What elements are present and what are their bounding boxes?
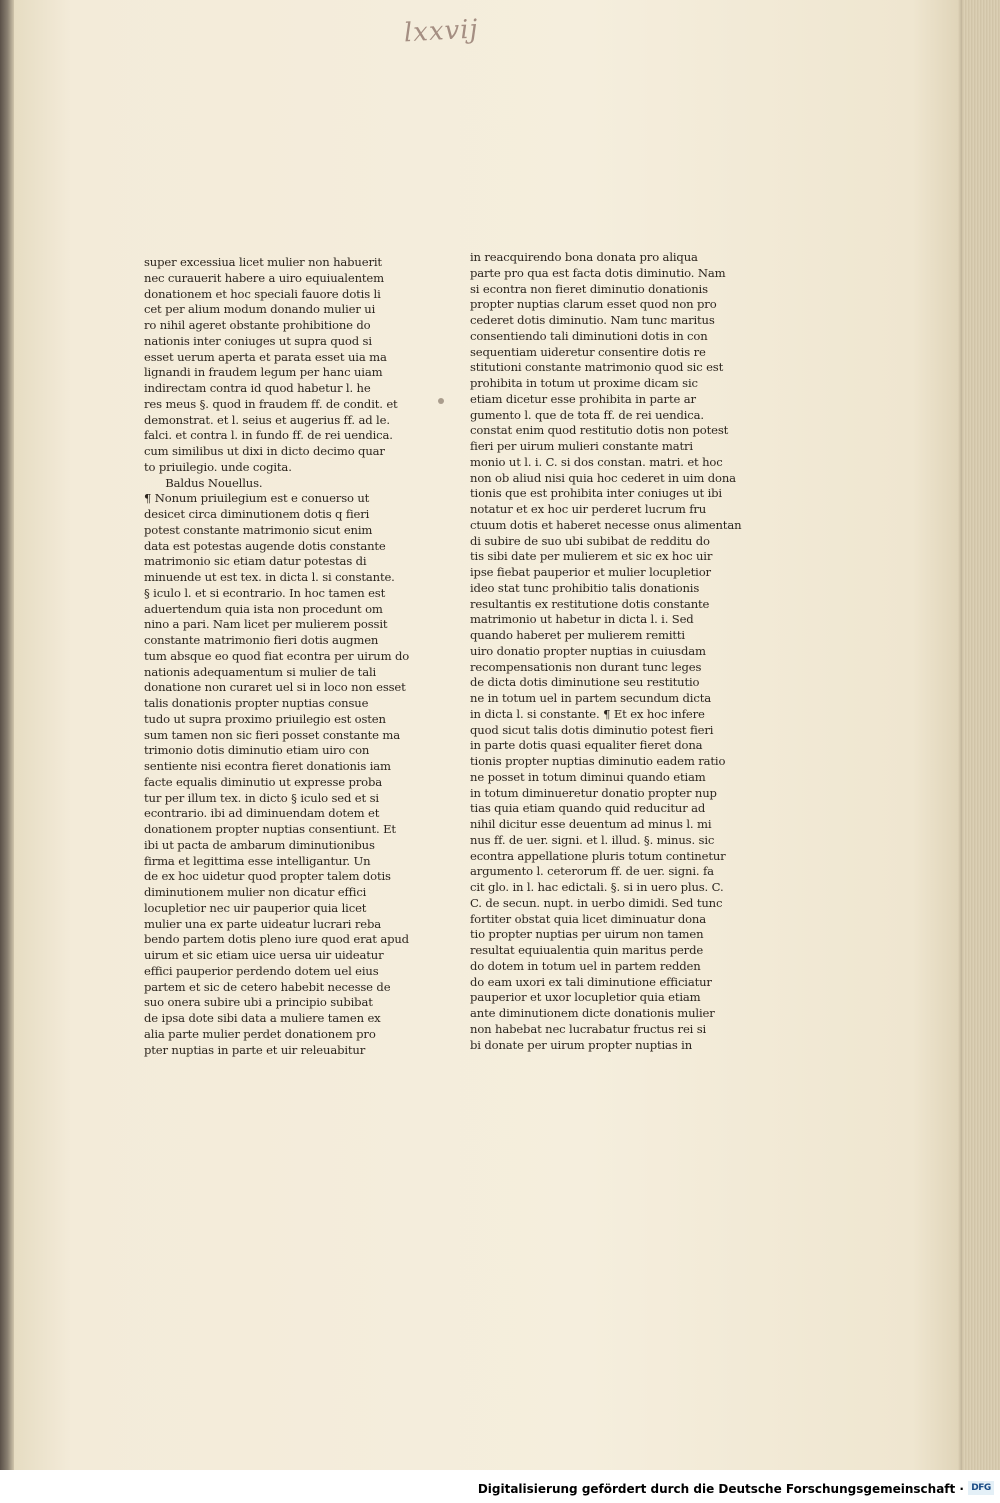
right-column-line: tio propter nuptias per uirum non tamen bbox=[470, 927, 704, 942]
right-column-line: ideo stat tunc prohibitio talis donationis bbox=[470, 580, 700, 595]
right-column-line: tionis que est prohibita inter coniuges ut ibi bbox=[470, 486, 722, 501]
right-column-line: in parte dotis quasi equaliter fieret dona bbox=[470, 738, 703, 753]
right-column-line: di subire de suo ubi subibat de redditu do bbox=[470, 533, 710, 548]
left-column-line: minuende ut est tex. in dicta l. si constante. bbox=[144, 570, 395, 584]
right-column-line: ipse fiebat pauperior et mulier locupletior bbox=[470, 565, 711, 579]
left-column-line: nationis inter coniuges ut supra quod si bbox=[144, 333, 372, 348]
right-column-line: propter nuptias clarum esset quod non pro bbox=[470, 297, 717, 312]
text-column-left bbox=[144, 255, 410, 1057]
right-column-line: tias quia etiam quando quid reducitur ad bbox=[470, 801, 706, 816]
left-column-line: super excessiua licet mulier non habuerit bbox=[144, 255, 382, 269]
dfg-logo: DFG bbox=[968, 1481, 994, 1495]
right-column-line: resultat equiualentia quin maritus perde bbox=[470, 943, 704, 957]
left-column-line: bendo partem dotis pleno iure quod erat apud bbox=[144, 932, 409, 947]
left-column-line: cum similibus ut dixi in dicto decimo quar bbox=[144, 444, 385, 458]
right-column-line: cit glo. in l. hac edictali. §. si in uero plus. C. bbox=[470, 880, 724, 894]
left-column-line: constante matrimonio fieri dotis augmen bbox=[144, 633, 379, 647]
right-column-line: prohibita in totum ut proxime dicam sic bbox=[470, 376, 698, 390]
left-column-line: econtrario. ibi ad diminuendam dotem et bbox=[144, 806, 380, 821]
right-column-line: ctuum dotis et haberet necesse onus alimentan bbox=[470, 517, 742, 532]
right-column-line: in totum diminueretur donatio propter nup bbox=[470, 785, 717, 800]
right-column-line: nus ff. de uer. signi. et l. illud. §. minus. sic bbox=[470, 832, 715, 847]
right-column-line: consentiendo tali diminutioni dotis in con bbox=[470, 328, 708, 343]
ink-blot bbox=[438, 398, 444, 404]
left-column-line: Baldus Nouellus. bbox=[144, 475, 263, 490]
right-column-line: argumento l. ceterorum ff. de uer. signi. fa bbox=[470, 864, 714, 879]
left-column-line: res meus §. quod in fraudem ff. de condit. et bbox=[144, 396, 398, 411]
left-column-line: falci. et contra l. in fundo ff. de rei uendica. bbox=[144, 428, 393, 443]
left-column-line: sentiente nisi econtra fieret donationis iam bbox=[144, 759, 391, 773]
book-spine-edge bbox=[0, 0, 14, 1470]
right-column-line: constat enim quod restitutio dotis non potest bbox=[470, 423, 729, 438]
right-column-line: stitutioni constante matrimonio quod sic est bbox=[470, 360, 724, 375]
right-column-line: matrimonio ut habetur in dicta l. i. Sed bbox=[470, 612, 694, 627]
left-column-line: effici pauperior perdendo dotem uel eius bbox=[144, 963, 379, 978]
right-column-line: etiam dicetur esse prohibita in parte ar bbox=[470, 391, 696, 406]
left-column-line: partem et sic de cetero habebit necesse de bbox=[144, 979, 391, 994]
right-column-line: si econtra non fieret diminutio donationis bbox=[470, 281, 708, 296]
left-column-line: tur per illum tex. in dicto § iculo sed et si bbox=[144, 790, 379, 805]
right-column-line: do dotem in totum uel in partem redden bbox=[470, 958, 701, 973]
left-column-line: indirectam contra id quod habetur l. he bbox=[144, 381, 371, 395]
right-column-line: tis sibi date per mulierem et sic ex hoc uir bbox=[470, 549, 713, 564]
left-column-line: alia parte mulier perdet donationem pro bbox=[144, 1026, 376, 1041]
right-column-line: bi donate per uirum propter nuptias in bbox=[470, 1037, 693, 1052]
right-column-line: tionis propter nuptias diminutio eadem ratio bbox=[470, 754, 726, 768]
text-column-right bbox=[470, 250, 742, 1052]
left-column-line: ibi ut pacta de ambarum diminutionibus bbox=[144, 837, 375, 852]
left-column-line: mulier una ex parte uideatur lucrari reba bbox=[144, 916, 382, 931]
left-column-line: firma et legittima esse intelligantur. Un bbox=[144, 853, 371, 868]
right-column-line: notatur et ex hoc uir perderet lucrum fru bbox=[470, 502, 707, 516]
right-column-line: uiro donatio propter nuptias in cuiusdam bbox=[470, 643, 706, 658]
left-column-line: nationis adequamentum si mulier de tali bbox=[144, 664, 377, 679]
right-column-line: sequentiam uideretur consentire dotis re bbox=[470, 344, 706, 359]
right-column-line: ne in totum uel in partem secundum dicta bbox=[470, 691, 711, 705]
right-column-line: fortiter obstat quia licet diminuatur dona bbox=[470, 911, 707, 926]
right-column-line: C. de secun. nupt. in uerbo dimidi. Sed tunc bbox=[470, 895, 723, 910]
right-column-line: recompensationis non durant tunc leges bbox=[470, 659, 702, 674]
left-column-line: trimonio dotis diminutio etiam uiro con bbox=[144, 743, 370, 758]
left-column-line: nec curauerit habere a uiro equiualentem bbox=[144, 270, 384, 285]
left-column-line: § iculo l. et si econtrario. In hoc tamen est bbox=[144, 585, 386, 600]
left-column-line: sum tamen non sic fieri posset constante ma bbox=[144, 727, 401, 742]
left-column-line: suo onera subire ubi a principio subibat bbox=[144, 995, 373, 1010]
right-column-line: ante diminutionem dicte donationis mulier bbox=[470, 1006, 715, 1020]
right-column-line: monio ut l. i. C. si dos constan. matri. et hoc bbox=[470, 454, 723, 469]
left-column-line: ¶ Nonum priuilegium est e conuerso ut bbox=[144, 491, 370, 506]
right-column-line: pauperior et uxor locupletior quia etiam bbox=[470, 990, 701, 1005]
right-column-line: nihil dicitur esse deuentum ad minus l. mi bbox=[470, 817, 712, 831]
right-column-line: quod sicut talis dotis diminutio potest fieri bbox=[470, 722, 714, 737]
right-column-line: de dicta dotis diminutione seu restitutio bbox=[470, 675, 700, 690]
left-column-line: tum absque eo quod fiat econtra per uirum do bbox=[144, 648, 410, 663]
footer-credit: Digitalisierung gefördert durch die Deutsche Forschungsgemeinschaft · bbox=[477, 1482, 964, 1496]
right-column-line: resultantis ex restitutione dotis constante bbox=[470, 596, 710, 611]
left-column-line: uirum et sic etiam uice uersa uir uideatur bbox=[144, 948, 384, 962]
left-column-line: locupletior nec uir pauperior quia licet bbox=[144, 900, 367, 915]
right-column-line: in dicta l. si constante. ¶ Et ex hoc infere bbox=[470, 706, 705, 721]
left-column-line: pter nuptias in parte et uir releuabitur bbox=[144, 1042, 366, 1057]
left-column-line: lignandi in fraudem legum per hanc uiam bbox=[144, 365, 383, 380]
left-column-line: ro nihil ageret obstante prohibitione do bbox=[144, 318, 371, 332]
left-column-line: data est potestas augende dotis constante bbox=[144, 538, 386, 553]
left-column-line: de ex hoc uidetur quod propter talem dotis bbox=[144, 869, 391, 884]
left-column-line: nino a pari. Nam licet per mulierem possit bbox=[144, 617, 388, 632]
left-column-line: esset uerum aperta et parata esset uia ma bbox=[144, 349, 387, 364]
right-column-line: cederet dotis diminutio. Nam tunc maritus bbox=[470, 313, 715, 327]
left-column-line: cet per alium modum donando mulier ui bbox=[144, 302, 376, 317]
left-column-line: potest constante matrimonio sicut enim bbox=[144, 522, 373, 537]
right-column-line: non ob aliud nisi quia hoc cederet in uim dona bbox=[470, 470, 736, 485]
left-column-line: talis donationis propter nuptias consue bbox=[144, 696, 369, 710]
right-column-line: non habebat nec lucrabatur fructus rei si bbox=[470, 1021, 707, 1036]
folio-number: lxxvij bbox=[403, 14, 480, 49]
left-column-line: donatione non curaret uel si in loco non esset bbox=[144, 680, 406, 695]
right-column-line: econtra appellatione pluris totum continetur bbox=[470, 848, 726, 863]
right-column-line: in reacquirendo bona donata pro aliqua bbox=[470, 250, 698, 264]
right-column-line: quando haberet per mulierem remitti bbox=[470, 628, 685, 642]
right-column-line: parte pro qua est facta dotis diminutio. Nam bbox=[470, 265, 726, 280]
right-column-line: fieri per uirum mulieri constante matri bbox=[470, 439, 693, 453]
left-column-line: desicet circa diminutionem dotis q fieri bbox=[144, 507, 370, 521]
page-stack-edge bbox=[962, 0, 1000, 1470]
right-column-line: gumento l. que de tota ff. de rei uendica. bbox=[470, 407, 704, 422]
right-column-line: ne posset in totum diminui quando etiam bbox=[470, 769, 706, 784]
left-column-line: donationem propter nuptias consentiunt. Et bbox=[144, 822, 396, 836]
right-column-line: do eam uxori ex tali diminutione efficiatur bbox=[470, 974, 712, 989]
left-column-line: donationem et hoc speciali fauore dotis li bbox=[144, 286, 381, 301]
left-column-line: de ipsa dote sibi data a muliere tamen ex bbox=[144, 1011, 381, 1025]
left-column-line: diminutionem mulier non dicatur effici bbox=[144, 885, 367, 899]
left-column-line: demonstrat. et l. seius et augerius ff. ad le. bbox=[144, 412, 390, 427]
left-column-line: aduertendum quia ista non procedunt om bbox=[144, 601, 383, 616]
left-column-line: tudo ut supra proximo priuilegio est osten bbox=[144, 711, 386, 726]
left-column-line: matrimonio sic etiam datur potestas di bbox=[144, 554, 367, 569]
left-column-line: to priuilegio. unde cogita. bbox=[144, 459, 292, 474]
left-column-line: facte equalis diminutio ut expresse proba bbox=[144, 774, 383, 789]
